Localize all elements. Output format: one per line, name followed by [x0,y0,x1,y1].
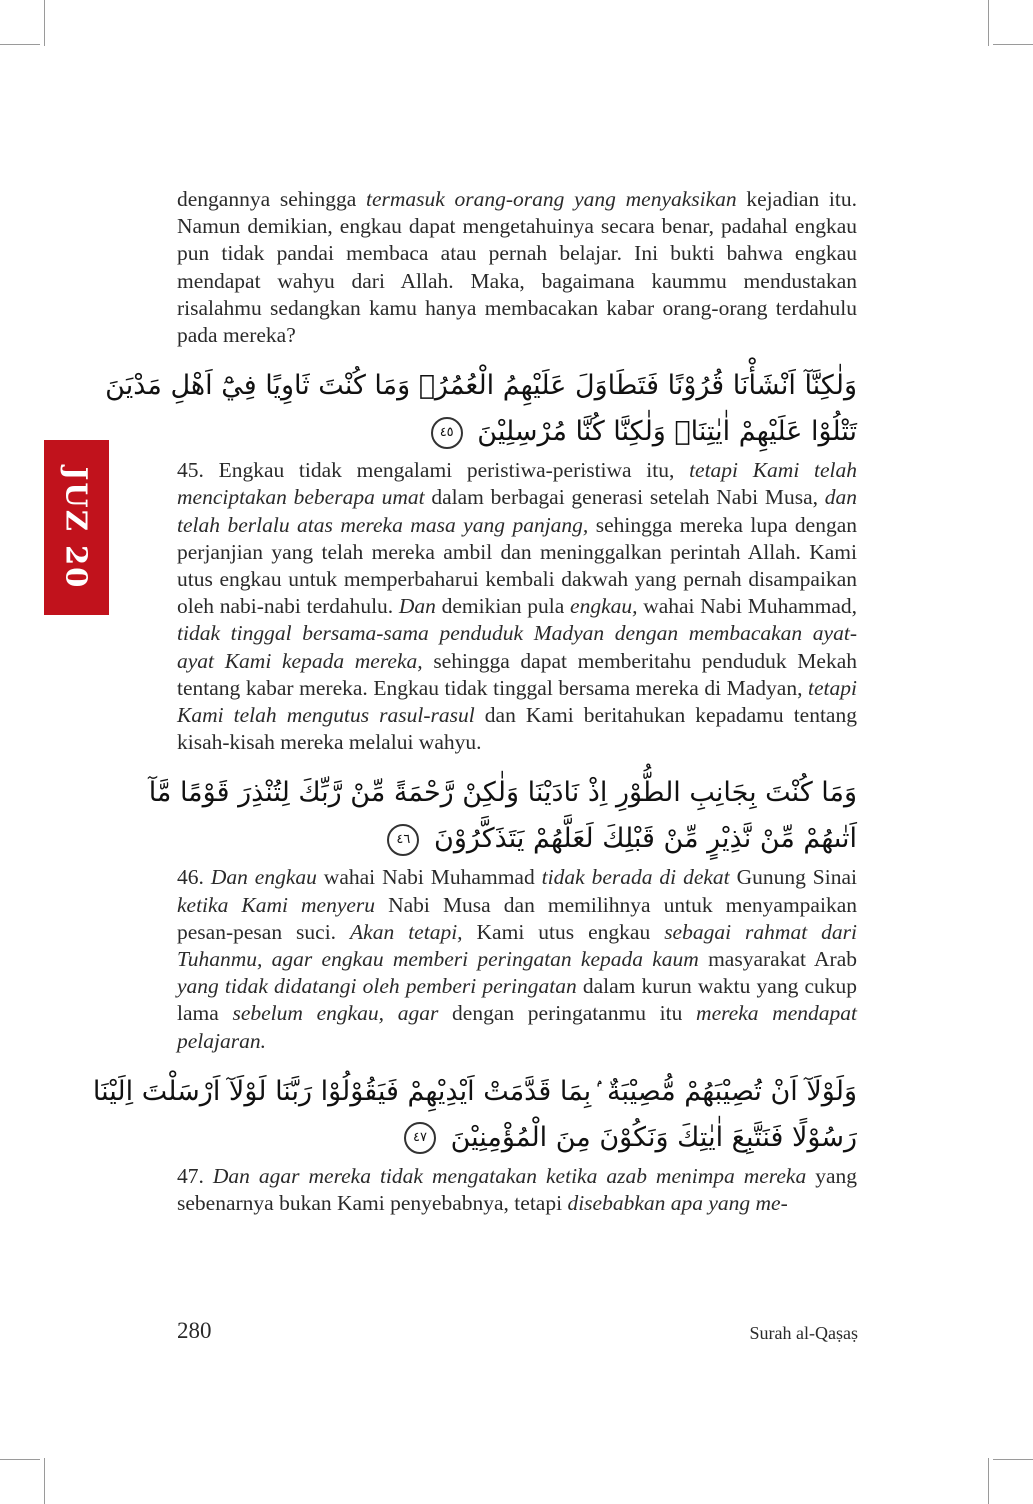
crop-mark [0,44,40,45]
crop-mark [44,0,45,46]
verse-47-translation: 47. Dan agar mereka tidak mengatakan ketika azab menimpa mereka yang sebenarnya bukan Kami penyebabnya, tetapi disebabkan apa yang me- [177,1163,858,1216]
verse-46-arabic [148,770,857,862]
arabic-line: تَتْلُوْا عَلَيْهِمْ اٰيٰتِنَاۙ وَلٰكِنَّا كُنَّا مُرْسِلِيْنَ ٤٥ [177,409,857,455]
ayah-number-marker: ٤٥ [431,417,463,449]
ayah-number-marker: ٤٧ [404,1122,436,1154]
ayah-number-marker: ٤٦ [387,824,419,856]
arabic-line: وَلَوْلَآ اَنْ تُصِيْبَهُمْ مُّصِيْبَةٌ ۢبِمَا قَدَّمَتْ اَيْدِيْهِمْ فَيَقُوْلُوْا رَبَّنَا لَوْلَآ اَرْسَلْتَ اِلَيْنَا [92,1075,857,1107]
arabic-line: رَسُوْلًا فَنَتَّبِعَ اٰيٰتِكَ وَنَكُوْنَ مِنَ الْمُؤْمِنِيْنَ ٤٧ [177,1115,857,1161]
verse-45-translation: 45. Engkau tidak mengalami peristiwa-peristiwa itu, tetapi Kami telah menciptakan beberapa umat dalam berbagai generasi setelah Nabi Musa, dan telah berlalu atas mereka masa yang panjang, sehingga mereka lupa dengan perjanjian yang telah mereka ambil dan meninggalkan perintah Allah. Kami utus engkau untuk memperbaharui kembali dakwah yang pernah disampaikan oleh nabi-nabi terdahulu. Dan demikian pula engkau, wahai Nabi Muhammad, tidak tinggal bersama-sama penduduk Madyan dengan membacakan ayat-ayat Kami kepada mereka, sehingga dapat memberitahu penduduk Mekah tentang kabar mereka. Engkau tidak tinggal bersama mereka di Madyan, tetapi Kami telah mengutus rasul-rasul dan Kami beritahukan kepadamu tentang kisah-kisah mereka melalui wahyu. [177,458,857,755]
verse-45-arabic [105,363,857,455]
verse-47-arabic [92,1069,857,1161]
intro-paragraph: dengannya sehingga termasuk orang-orang yang menyaksikan kejadian itu. Namun demikian, engkau dapat mengetahuinya secara benar, padahal engkau pun tidak pandai membaca atau pernah belajar. Ini bukti bahwa engkau mendapat wahyu dari Allah. Maka, bagaimana kaummu mendustakan risalahmu sedangkan kamu hanya membacakan kabar orang-orang terdahulu pada mereka? [177,187,857,348]
crop-mark [993,44,1033,45]
verse-46-translation: 46. Dan engkau wahai Nabi Muhammad tidak berada di dekat Gunung Sinai ketika Kami menyeru Nabi Musa dan memilihnya untuk menyampaikan pesan-pesan suci. Akan tetapi, Kami utus engkau sebagai rahmat dari Tuhanmu, agar engkau memberi peringatan kepada kaum masyarakat Arab yang tidak didatangi oleh pemberi peringatan dalam kurun waktu yang cukup lama sebelum engkau, agar dengan peringatanmu itu mereka mendapat pelajaran. [177,865,858,1053]
arabic-line: اَتٰىهُمْ مِّنْ نَّذِيْرٍ مِّنْ قَبْلِكَ لَعَلَّهُمْ يَتَذَكَّرُوْنَ ٤٦ [177,816,857,862]
crop-mark [44,1458,45,1504]
crop-mark [0,1459,40,1460]
crop-mark [993,1459,1033,1460]
crop-mark [988,0,989,46]
page-content [92,186,858,1217]
crop-mark [988,1458,989,1504]
juz-label: JUZ 20 [59,466,94,589]
arabic-line: وَمَا كُنْتَ بِجَانِبِ الطُّوْرِ اِذْ نَادَيْنَا وَلٰكِنْ رَّحْمَةً مِّنْ رَّبِّكَ لِتُنْذِرَ قَوْمًا مَّآ [148,777,857,809]
juz-tab [44,440,109,615]
arabic-line: وَلٰكِنَّآ اَنْشَأْنَا قُرُوْنًا فَتَطَاوَلَ عَلَيْهِمُ الْعُمُرُۚ وَمَا كُنْتَ ثَاوِيًا فِيْٓ اَهْلِ مَدْيَنَ [105,370,857,402]
running-footer-surah: Surah al-Qaṣaṣ [749,1323,858,1343]
page-number: 280 [177,1318,212,1343]
